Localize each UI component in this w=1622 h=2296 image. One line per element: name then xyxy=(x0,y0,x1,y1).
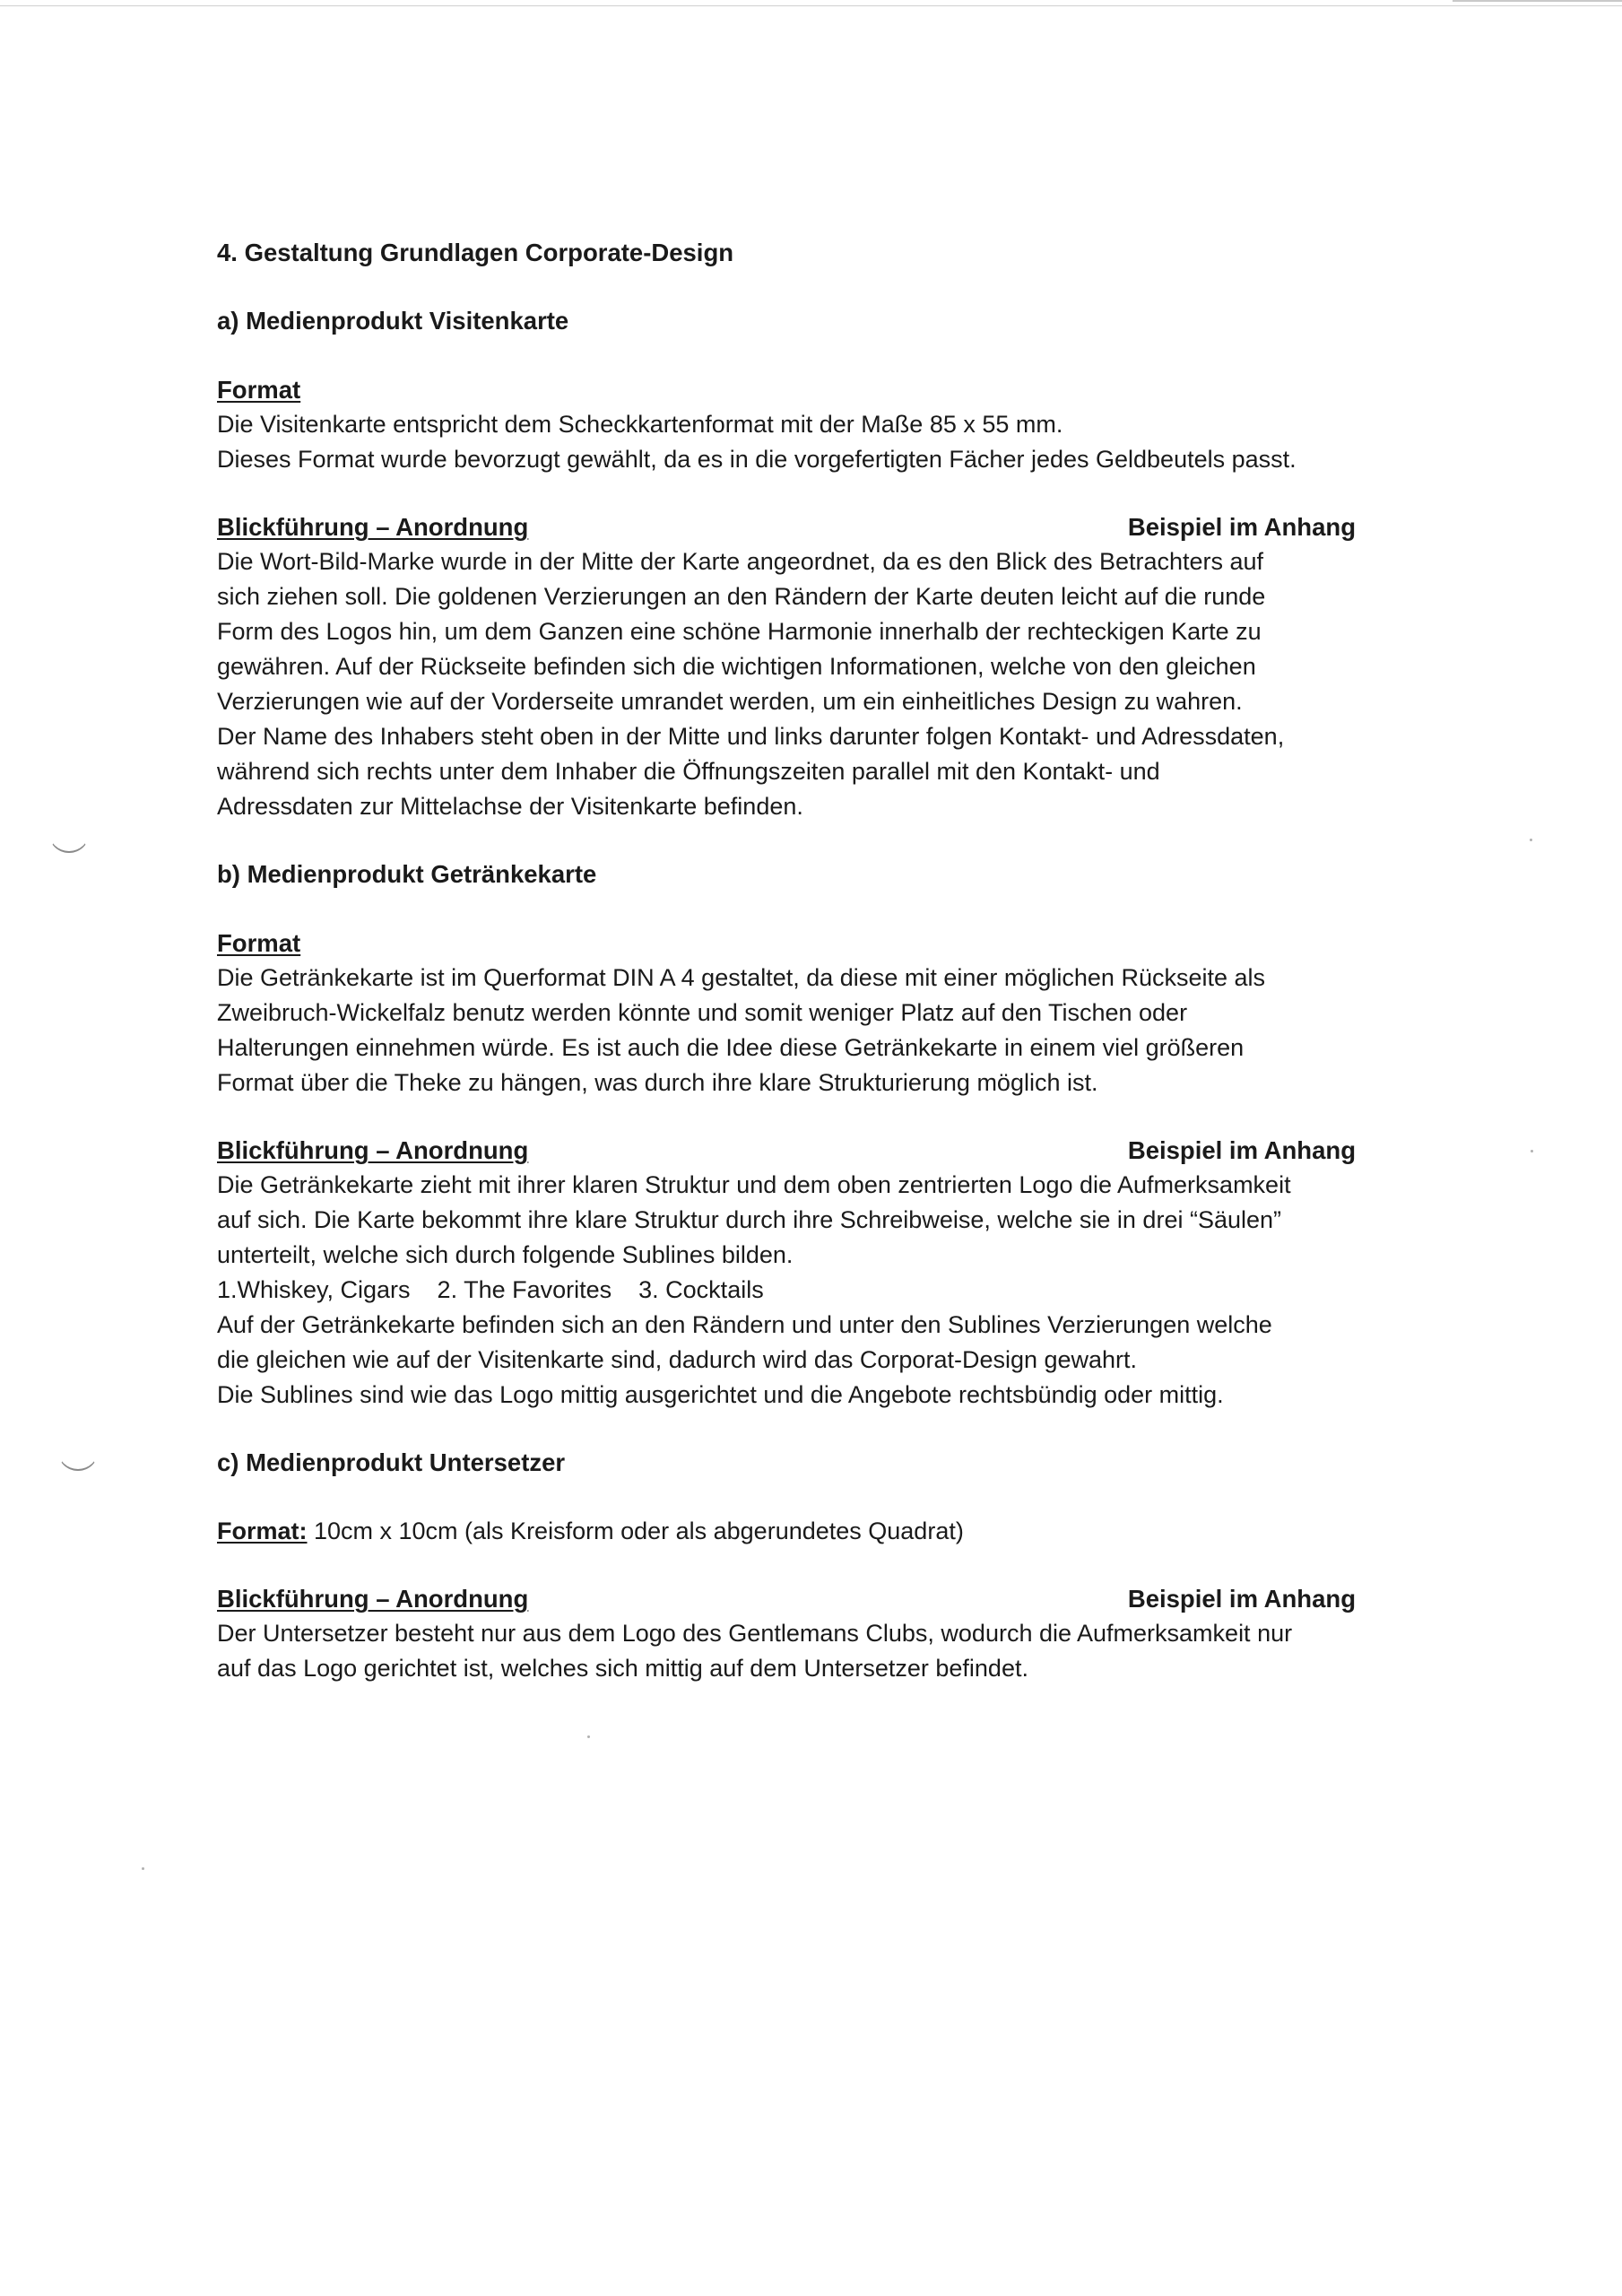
getraenkekarte-blick-label: Blickführung – Anordnung xyxy=(217,1136,529,1164)
getraenkekarte-blick-row xyxy=(217,1133,1356,1168)
paragraph-line: Halterungen einnehmen würde. Es ist auch die Idee diese Getränkekarte in einem viel größeren xyxy=(217,1034,1245,1061)
paragraph-line: unterteilt, welche sich durch folgende Sublines bilden. xyxy=(217,1241,794,1268)
page-top-mark xyxy=(1453,0,1622,2)
paragraph-line: Der Name des Inhabers steht oben in der Mitte und links darunter folgen Kontakt- und Adressdaten, xyxy=(217,723,1285,750)
paragraph-line: Zweibruch-Wickelfalz benutz werden könnte und somit weniger Platz auf den Tischen oder xyxy=(217,999,1188,1026)
section-title: 4. Gestaltung Grundlagen Corporate-Design xyxy=(217,239,734,266)
untersetzer-format-label: Format: xyxy=(217,1518,308,1544)
scan-speck xyxy=(1530,839,1532,841)
paragraph-line: Die Getränkekarte zieht mit ihrer klaren Struktur und dem oben zentrierten Logo die Aufmerksamkeit xyxy=(217,1171,1291,1198)
paragraph-line: Die Getränkekarte ist im Querformat DIN A 4 gestaltet, da diese mit einer möglichen Rückseite als xyxy=(217,964,1266,991)
getraenkekarte-heading: b) Medienprodukt Getränkekarte xyxy=(217,860,597,888)
visitenkarte-blick-label: Blickführung – Anordnung xyxy=(217,513,529,541)
paragraph-line: Auf der Getränkekarte befinden sich an den Rändern und unter den Sublines Verzierungen welche xyxy=(217,1311,1272,1338)
paragraph-line: sich ziehen soll. Die goldenen Verzierungen an den Rändern der Karte deuten leicht auf die runde xyxy=(217,583,1266,610)
visitenkarte-blick-row xyxy=(217,509,1356,544)
paragraph-line: Die Sublines sind wie das Logo mittig ausgerichtet und die Angebote rechtsbündig oder mittig. xyxy=(217,1381,1224,1408)
paragraph-line: 1.Whiskey, Cigars 2. The Favorites 3. Cocktails xyxy=(217,1276,764,1303)
untersetzer-format-value: 10cm x 10cm (als Kreisform oder als abgerundetes Quadrat) xyxy=(307,1518,964,1544)
document-body xyxy=(217,235,1392,1686)
punch-hole-mark xyxy=(57,1430,99,1471)
visitenkarte-beispiel-note: Beispiel im Anhang xyxy=(1127,513,1356,541)
getraenkekarte-format-label: Format xyxy=(217,929,301,957)
scan-speck xyxy=(142,1867,144,1870)
untersetzer-beispiel-note: Beispiel im Anhang xyxy=(1127,1585,1356,1613)
page-top-edge xyxy=(0,0,1622,6)
paragraph-line: die gleichen wie auf der Visitenkarte sind, dadurch wird das Corporat-Design gewahrt. xyxy=(217,1346,1138,1373)
paragraph-line: Form des Logos hin, um dem Ganzen eine schöne Harmonie innerhalb der rechteckigen Karte zu xyxy=(217,618,1262,645)
paragraph-line: während sich rechts unter dem Inhaber die Öffnungszeiten parallel mit den Kontakt- und xyxy=(217,758,1160,785)
paragraph-line: Die Wort-Bild-Marke wurde in der Mitte der Karte angeordnet, da es den Blick des Betrachters auf xyxy=(217,548,1264,575)
paragraph-line: Der Untersetzer besteht nur aus dem Logo des Gentlemans Clubs, wodurch die Aufmerksamkeit nur xyxy=(217,1620,1293,1647)
paragraph-line: Dieses Format wurde bevorzugt gewählt, da es in die vorgefertigten Fächer jedes Geldbeutels passt. xyxy=(217,446,1297,473)
untersetzer-format-line xyxy=(217,1514,1392,1549)
scan-speck xyxy=(587,1735,590,1738)
paragraph-line: auf das Logo gerichtet ist, welches sich mittig auf dem Untersetzer befindet. xyxy=(217,1655,1028,1682)
paragraph-line: gewähren. Auf der Rückseite befinden sich die wichtigen Informationen, welche von den gleichen xyxy=(217,653,1256,680)
untersetzer-blick-row xyxy=(217,1581,1356,1616)
scan-speck xyxy=(1531,1150,1533,1152)
visitenkarte-heading: a) Medienprodukt Visitenkarte xyxy=(217,307,569,335)
paragraph-line: Format über die Theke zu hängen, was durch ihre klare Strukturierung möglich ist. xyxy=(217,1069,1098,1096)
untersetzer-blick-label: Blickführung – Anordnung xyxy=(217,1585,529,1613)
visitenkarte-format-label: Format xyxy=(217,376,301,404)
untersetzer-heading: c) Medienprodukt Untersetzer xyxy=(217,1448,566,1476)
paragraph-line: auf sich. Die Karte bekommt ihre klare Struktur durch ihre Schreibweise, welche sie in drei “Säulen” xyxy=(217,1206,1282,1233)
paragraph-line: Verzierungen wie auf der Vorderseite umrandet werden, um ein einheitliches Design zu wahren. xyxy=(217,688,1243,715)
paragraph-line: Die Visitenkarte entspricht dem Scheckkartenformat mit der Maße 85 x 55 mm. xyxy=(217,411,1063,438)
paragraph-line: Adressdaten zur Mittelachse der Visitenkarte befinden. xyxy=(217,793,803,820)
getraenkekarte-beispiel-note: Beispiel im Anhang xyxy=(1127,1136,1356,1164)
punch-hole-mark xyxy=(48,812,90,853)
